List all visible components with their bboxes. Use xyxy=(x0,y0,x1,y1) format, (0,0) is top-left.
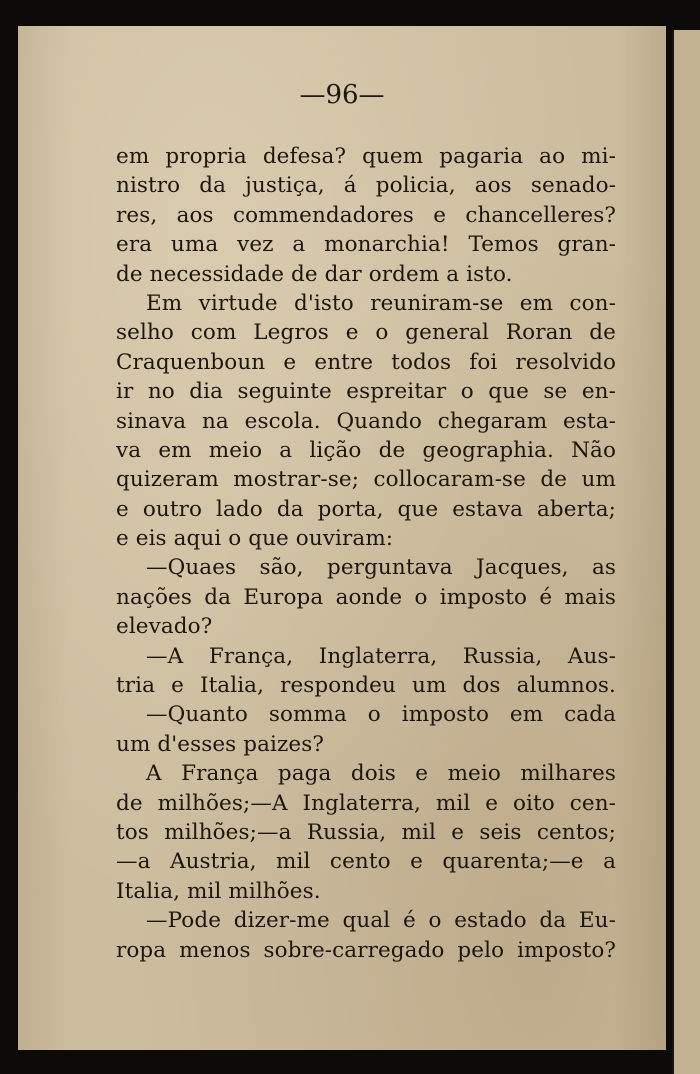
text-line: va em meio a lição de geographia. Não xyxy=(116,437,616,463)
text-line: —A França, Inglaterra, Russia, Aus- xyxy=(146,643,616,669)
text-line: A França paga dois e meio milhares xyxy=(146,761,616,787)
text-line: sinava na escola. Quando chegaram esta- xyxy=(116,408,616,434)
text-line: selho com Legros e o general Roran de xyxy=(116,320,616,346)
text-line: de necessidade de dar ordem a isto. xyxy=(116,261,513,287)
adjacent-page-edge xyxy=(672,30,700,1074)
text-line: quizeram mostrar-se; collocaram-se de um xyxy=(116,467,616,493)
text-line: ropa menos sobre-carregado pelo imposto? xyxy=(116,937,616,963)
text-line: um d'esses paizes? xyxy=(116,731,324,757)
text-line: nações da Europa aonde o imposto é mais xyxy=(116,584,616,610)
text-line: em propria defesa? quem pagaria ao mi- xyxy=(116,144,616,169)
text-line: nistro da justiça, á policia, aos senado- xyxy=(116,173,616,199)
text-line: tria e Italia, respondeu um dos alumnos. xyxy=(116,673,616,699)
text-line: elevado? xyxy=(116,614,213,640)
text-line: ir no dia seguinte espreitar o que se en- xyxy=(116,379,616,405)
text-line: tos milhões;—a Russia, mil e seis centos; xyxy=(116,819,616,845)
text-line: Em virtude d'isto reuniram-se em con- xyxy=(146,290,616,316)
book-page xyxy=(18,26,666,1050)
text-line: —Quaes são, perguntava Jacques, as xyxy=(146,555,616,581)
text-line: era uma vez a monarchia! Temos gran- xyxy=(116,232,616,258)
text-line: e outro lado da porta, que estava aberta; xyxy=(116,496,616,522)
text-line: de milhões;—A Inglaterra, mil e oito cen- xyxy=(116,790,616,816)
text-line: —Quanto somma o imposto em cada xyxy=(146,702,616,728)
text-line: res, aos commendadores e chancelleres? xyxy=(116,202,616,228)
text-line: e eis aqui o que ouviram: xyxy=(116,526,394,552)
page-number: —96— xyxy=(299,80,385,110)
text-line: Craquenboun e entre todos foi resolvido xyxy=(116,349,616,375)
text-line: —Pode dizer-me qual é o estado da Eu- xyxy=(146,908,616,934)
text-line: —a Austria, mil cento e quarenta;—e a xyxy=(116,849,616,875)
body-text xyxy=(116,142,616,965)
text-line: Italia, mil milhões. xyxy=(116,878,321,904)
